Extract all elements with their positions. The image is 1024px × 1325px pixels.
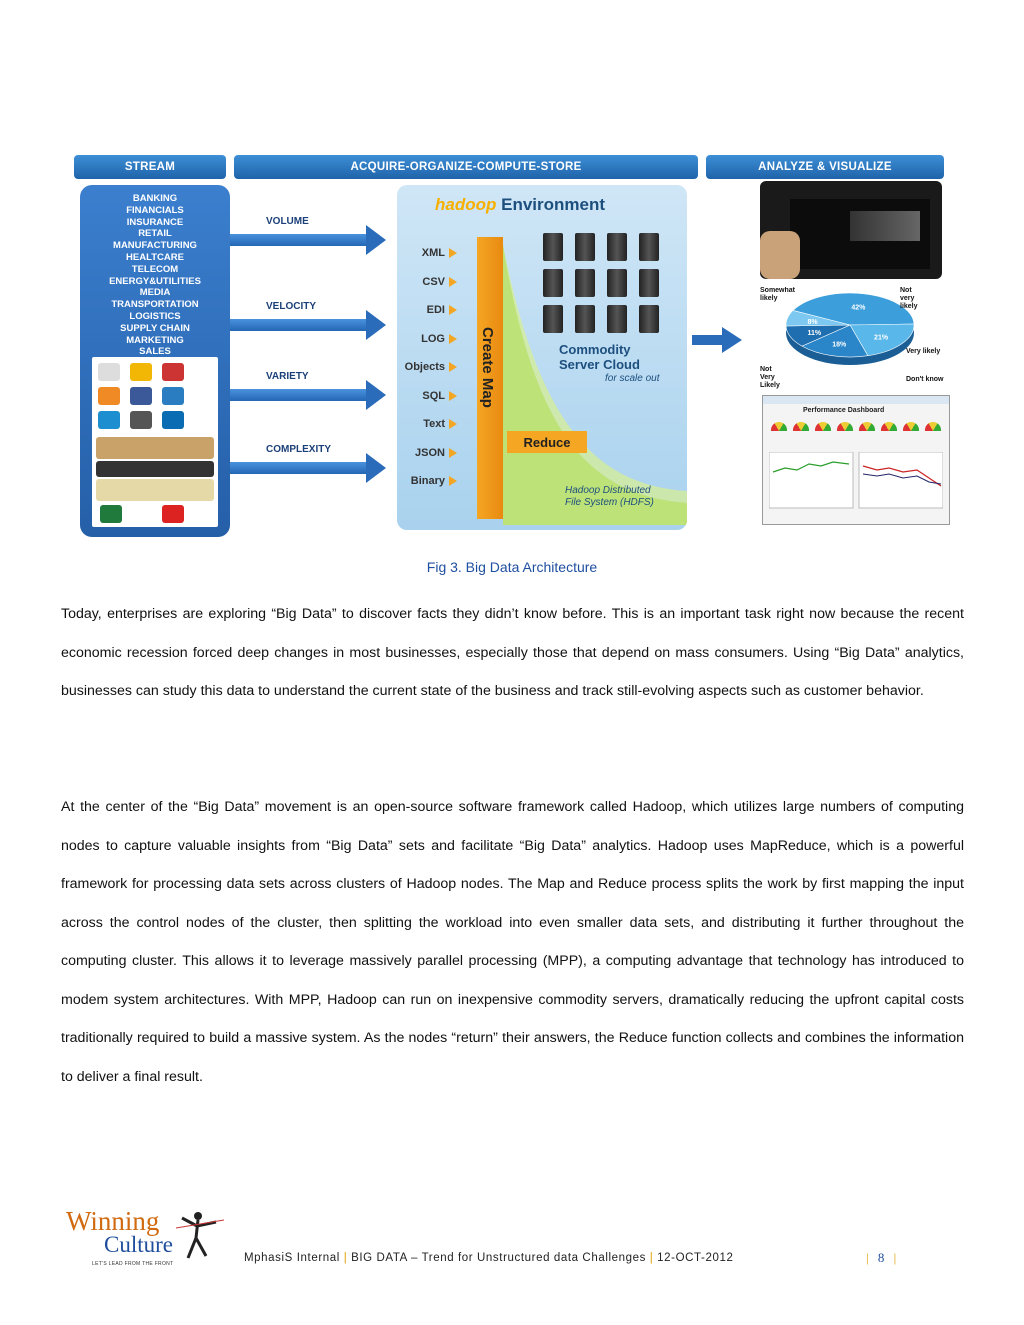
industry-item: RETAIL [138, 228, 172, 240]
gauge-icon [903, 422, 919, 431]
format-arrow-icon [449, 391, 457, 401]
commodity-server-cloud-label [559, 342, 640, 372]
cloud-line-1: Commodity [559, 342, 631, 357]
data-format-item: LOG [397, 333, 457, 362]
source-icon [162, 363, 184, 381]
hadoop-logo-word: hadoop [435, 195, 497, 214]
gauge-icon [837, 422, 853, 431]
pie-svg [760, 287, 947, 393]
gauge-icon [815, 422, 831, 431]
industry-item: BANKING [132, 193, 178, 204]
rss-icon [98, 387, 120, 405]
industry-item: FINANCIALS [126, 204, 184, 216]
format-arrow-icon [449, 476, 457, 486]
complexity-arrow [230, 444, 390, 483]
page-footer [0, 1200, 1024, 1280]
hdfs-curve [503, 245, 687, 525]
big-data-architecture-figure [72, 155, 947, 535]
footer-text [244, 1252, 733, 1264]
industry-item: TELECOM [131, 263, 179, 275]
hadoop-title [435, 195, 605, 215]
scale-out-label: for scale out [605, 373, 660, 384]
logo-word-winning: Winning [66, 1206, 160, 1236]
pie-slice-label: 8% [807, 318, 818, 326]
hdfs-line-2: File System (HDFS) [565, 497, 654, 508]
figure-caption: Fig 3. Big Data Architecture [426, 559, 598, 575]
server-icon [575, 233, 595, 261]
pie-category-label: Don't know [906, 376, 944, 383]
gauge-icon [881, 422, 897, 431]
dashboard-title: Performance Dashboard [803, 407, 885, 414]
create-map-bar [477, 237, 503, 519]
variety-label: VARIETY [266, 371, 309, 382]
server-icon [575, 269, 595, 297]
hand-image [760, 231, 800, 279]
format-arrow-icon [449, 277, 457, 287]
create-map-label: Create Map [479, 327, 496, 408]
industry-item: HEALTCARE [126, 251, 184, 263]
data-format-item: CSV [397, 276, 457, 305]
data-format-item: XML [397, 247, 457, 276]
volume-label: VOLUME [266, 216, 309, 227]
source-icon [98, 411, 120, 429]
source-icon [98, 363, 120, 381]
survey-pie-chart [760, 287, 947, 393]
analyze-header: ANALYZE & VISUALIZE [706, 155, 944, 179]
server-icon [607, 305, 627, 333]
velocity-arrow [230, 301, 390, 340]
performance-dashboard-image [762, 395, 950, 525]
pie-category-label: Not Very Likely [760, 366, 780, 389]
server-icon [543, 269, 563, 297]
server-icon [543, 305, 563, 333]
pdf-icon [162, 505, 184, 523]
page-number: | 8 | [866, 1250, 897, 1265]
footer-date: 12-OCT-2012 [657, 1252, 734, 1264]
format-arrow-icon [449, 362, 457, 372]
cloud-line-2: Server Cloud [559, 357, 640, 372]
data-format-item: JSON [397, 447, 457, 476]
footer-internal: MphasiS Internal [244, 1252, 340, 1264]
hadoop-environment [397, 185, 687, 530]
source-icon [162, 411, 184, 429]
gauge-icon [771, 422, 787, 431]
format-arrow-icon [449, 334, 457, 344]
data-formats-list [397, 247, 457, 504]
devices-icon [96, 461, 214, 477]
industry-item: SUPPLY CHAIN [120, 322, 190, 334]
complexity-label: COMPLEXITY [266, 444, 332, 455]
format-arrow-icon [449, 419, 457, 429]
pie-slice-label: 18% [832, 341, 847, 349]
format-arrow-icon [449, 448, 457, 458]
data-format-item: Objects [397, 361, 457, 390]
industry-item: MANUFACTURING [113, 240, 197, 252]
industry-item: ENERGY&UTILITIES [109, 275, 201, 287]
footer-separator: | [649, 1252, 654, 1264]
server-icon [639, 233, 659, 261]
source-icon [130, 363, 152, 381]
source-icon [162, 387, 184, 405]
pie-category-label: Somewhat likely [760, 287, 796, 302]
source-icon [130, 411, 152, 429]
pie-category-label: Very likely [906, 348, 941, 355]
social-icon [130, 387, 152, 405]
gauge-icon [925, 422, 941, 431]
industries-list [80, 193, 230, 358]
logo-tagline: LET'S LEAD FROM THE FRONT [92, 1261, 174, 1267]
pie-slice-label: 21% [874, 334, 889, 342]
velocity-label: VELOCITY [266, 301, 317, 312]
tablet-dashboard-image [760, 181, 942, 279]
page-number-value: 8 [877, 1250, 885, 1265]
paragraph-1: Today, enterprises are exploring “Big Data” to discover facts they didn’t know before. This is an important task right now because the recent economic recession forced deep changes in most businesses, especially those that depend on mass consumers. Using “Big Data” analytics, businesses can study this data to understand the current state of the business and track still-evolving aspects such as customer behavior. [61, 606, 964, 699]
data-sources-icon-grid [92, 357, 218, 527]
excel-icon [100, 505, 122, 523]
circuit-board-icon [96, 437, 214, 459]
industry-item: MEDIA [139, 287, 171, 299]
data-format-item: Binary [397, 475, 457, 504]
pie-slice-label: 11% [807, 330, 822, 338]
reduce-arrow: Reduce [507, 431, 587, 453]
server-icon [607, 233, 627, 261]
data-format-item: SQL [397, 390, 457, 419]
logo-word-culture: Culture [104, 1232, 173, 1257]
industry-item: LOGISTICS [129, 310, 181, 322]
winning-culture-logo [66, 1206, 226, 1270]
hdfs-label [565, 485, 654, 509]
stream-header: STREAM [74, 155, 226, 179]
server-icon [543, 233, 563, 261]
hdfs-line-1: Hadoop Distributed [565, 485, 651, 496]
industry-item: INSURANCE [126, 216, 184, 228]
server-icon [639, 305, 659, 333]
industry-item: TRANSPORTATION [111, 299, 199, 311]
gauge-icon [793, 422, 809, 431]
volume-arrow [230, 216, 390, 255]
industries-panel [80, 185, 230, 537]
footer-doc-title: BIG DATA – Trend for Unstructured data Challenges [351, 1252, 646, 1264]
data-format-item: Text [397, 418, 457, 447]
gauge-icon [859, 422, 875, 431]
runner-icon [176, 1208, 224, 1264]
format-arrow-icon [449, 305, 457, 315]
data-format-item: EDI [397, 304, 457, 333]
analyze-arrow-icon [692, 327, 742, 353]
variety-arrow [230, 371, 390, 410]
acquire-header: ACQUIRE-ORGANIZE-COMPUTE-STORE [234, 155, 698, 179]
format-arrow-icon [449, 248, 457, 258]
industry-item: SALES [139, 346, 171, 358]
pie-slice-label: 42% [851, 304, 866, 312]
footer-separator: | [343, 1252, 348, 1264]
server-icon [639, 269, 659, 297]
server-icon [575, 305, 595, 333]
pie-category-label: Not very likely [900, 287, 918, 310]
industry-item: MARKETING [126, 334, 184, 346]
paragraph-2: At the center of the “Big Data” movement is an open-source software framework called Hadoop, which utilizes large numbers of computing nodes to capture valuable insights from “Big Data” sets and facilitate “Big Data” analytics. Hadoop uses MapReduce, which is a powerful framework for processing data sets across clusters of Hadoop nodes. The Map and Reduce process splits the work by first mapping the input across the control nodes of the cluster, then splitting the workload into even smaller data sets, and distributing it further throughout the computing cluster. This allows it to leverage massively parallel processing (MPP), a computing advantage that technology has introduced to modem system architectures. With MPP, Hadoop can run on inexpensive commodity servers, dramatically reducing the upfront capital costs traditionally required to build a massive system. As the nodes “return” their answers, the Reduce function collects and combines the information to deliver a final result. [61, 799, 964, 1085]
diagram-icon [96, 479, 214, 501]
server-icon [607, 269, 627, 297]
environment-label: Environment [501, 195, 606, 214]
dashboard-charts [769, 452, 943, 512]
